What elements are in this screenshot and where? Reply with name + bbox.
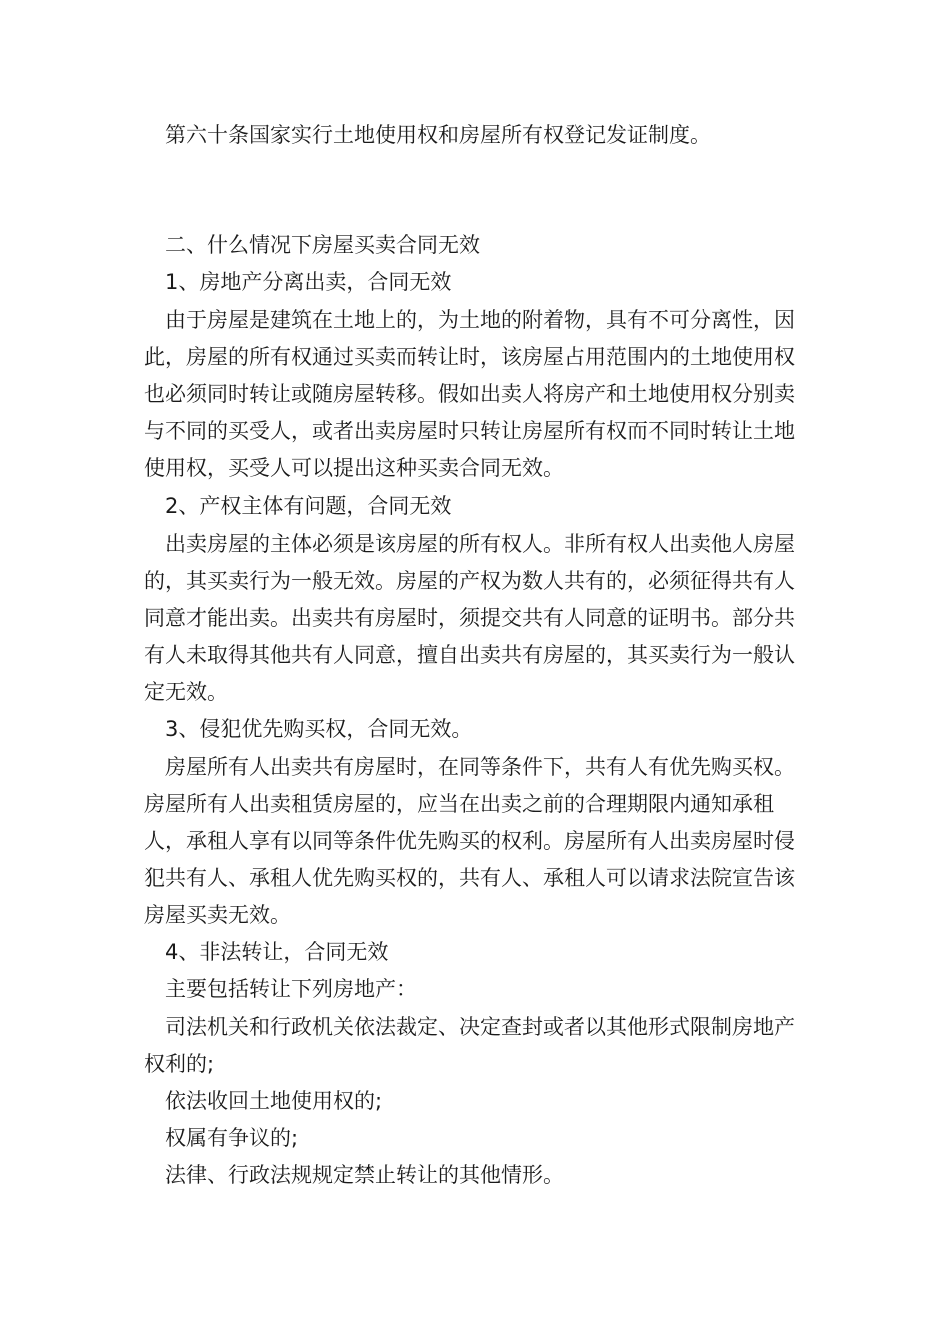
list-item-2: 依法收回土地使用权的; [165,1089,383,1113]
subheading-2: 2、产权主体有问题，合同无效 [165,494,452,518]
article-60-paragraph: 第六十条国家实行土地使用权和房屋所有权登记发证制度。 [165,123,711,147]
subheading-1: 1、房地产分离出卖，合同无效 [165,270,452,294]
paragraph-2: 出卖房屋的主体必须是该房屋的所有权人。非所有权人出卖他人房屋的，其买卖行为一般无效。房屋的产权为数人共有的，必须征得共有人同意才能出卖。出卖共有房屋时，须提交共有人同意的证明书。部分共有人未取得其他共有人同意，擅自出卖共有房屋的，其买卖行为一般认定无效。 [144,532,795,704]
list-intro: 主要包括转让下列房地产： [165,977,417,1001]
paragraph-3: 房屋所有人出卖共有房屋时，在同等条件下，共有人有优先购买权。房屋所有人出卖租赁房屋的，应当在出卖之前的合理期限内通知承租人，承租人享有以同等条件优先购买的权利。房屋所有人出卖房屋时侵犯共有人、承租人优先购买权的，共有人、承租人可以请求法院宣告该房屋买卖无效。 [144,755,795,927]
subheading-3: 3、侵犯优先购买权，合同无效。 [165,717,473,741]
list-item-3: 权属有争议的; [165,1126,299,1150]
paragraph-1: 由于房屋是建筑在土地上的，为土地的附着物，具有不可分离性，因此，房屋的所有权通过买卖而转让时，该房屋占用范围内的土地使用权也必须同时转让或随房屋转移。假如出卖人将房产和土地使用权分别卖与不同的买受人，或者出卖房屋时只转让房屋所有权而不同时转让土地使用权，买受人可以提出这种买卖合同无效。 [144,308,795,480]
subheading-4: 4、非法转让，合同无效 [165,940,389,964]
list-item-1: 司法机关和行政机关依法裁定、决定查封或者以其他形式限制房地产权利的; [144,1015,795,1076]
section-heading: 二、什么情况下房屋买卖合同无效 [165,233,480,257]
list-item-4: 法律、行政法规规定禁止转让的其他情形。 [165,1163,564,1187]
